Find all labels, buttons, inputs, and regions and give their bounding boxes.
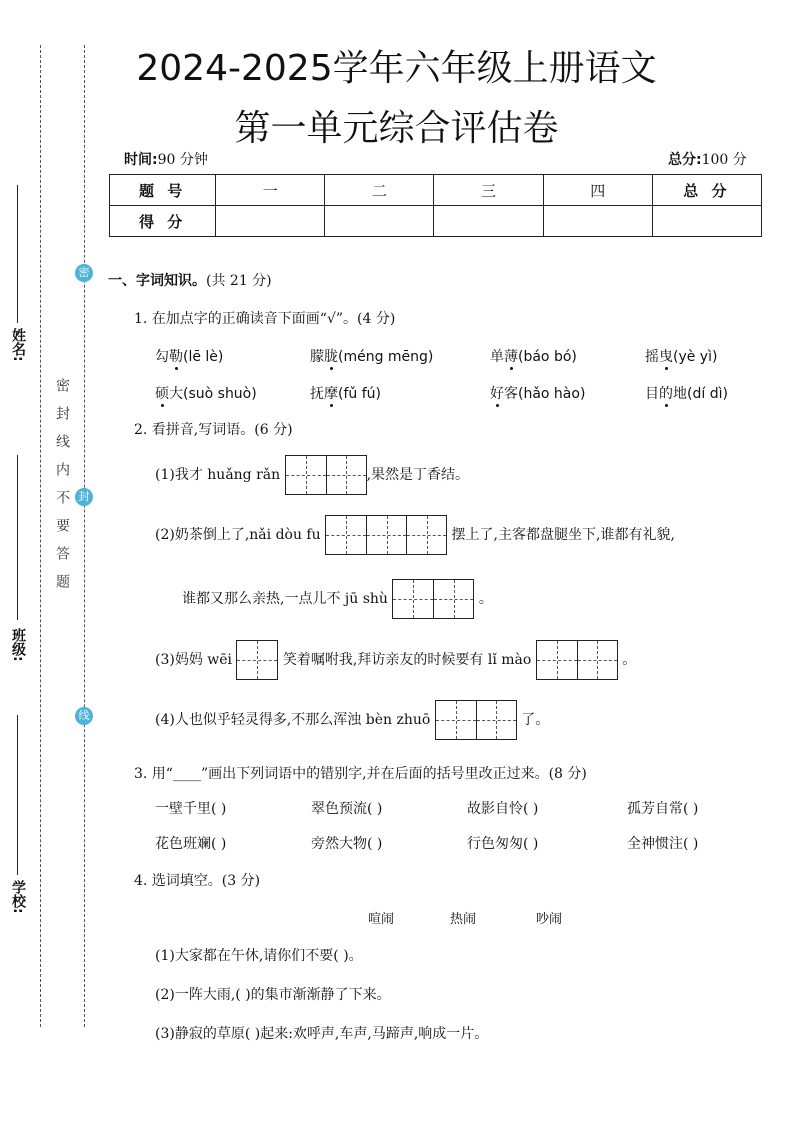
emphasized-char: 摩: [324, 386, 338, 402]
header-cell: 二: [325, 175, 434, 206]
badge-feng: 封: [75, 488, 93, 506]
q1-pinyin[interactable]: (yè yì): [673, 349, 718, 365]
seal-warning-text: 密封线内不要答题: [54, 378, 70, 602]
q1-pinyin[interactable]: (báo bó): [518, 349, 577, 365]
section-1-points: (共 21 分): [206, 273, 272, 289]
section-1-heading: [108, 270, 272, 290]
word-char: 单: [490, 349, 504, 365]
q1-item: [645, 346, 717, 366]
q2-part-1: [155, 455, 469, 495]
score-cell-total[interactable]: [652, 206, 761, 237]
time-label: 时间:: [124, 152, 158, 168]
q2-2b-tail: 。: [478, 591, 493, 607]
total-label: 总分:: [668, 152, 702, 168]
q2-2-tail: 摆上了,主客都盘腿坐下,谁都有礼貌,: [451, 527, 675, 543]
q1-item: [645, 383, 728, 403]
word-char: 抚: [310, 386, 324, 402]
q2-3-text: (3)妈妈 wēi: [155, 652, 233, 668]
q1-word: [155, 386, 183, 402]
q1-prompt: 1. 在加点字的正确读音下面画“√”。(4 分): [134, 311, 396, 327]
answer-grid-2-chars[interactable]: [536, 640, 618, 680]
q2-1-text: (1)我才 huǎng rǎn: [155, 467, 281, 483]
word-char: 地: [673, 386, 687, 402]
score-cell-3[interactable]: [434, 206, 543, 237]
q1-word: [310, 349, 338, 365]
q4-option: 喧闹: [368, 912, 395, 927]
emphasized-char: 好: [490, 386, 504, 402]
q1-pinyin[interactable]: (dí dì): [687, 386, 728, 402]
header-cell: 四: [543, 175, 652, 206]
score-row-label: 得 分: [110, 206, 216, 237]
q4-option: 吵闹: [536, 912, 563, 927]
q4-sentence-2[interactable]: (2)一阵大雨,( )的集市渐渐静了下来。: [155, 987, 391, 1003]
q3-prompt: 3. 用“____”画出下列词语中的错别字,并在后面的括号里改正过来。(8 分): [134, 766, 587, 782]
header-cell: 题 号: [110, 175, 216, 206]
school-underline: [17, 715, 18, 875]
q4-options: [368, 908, 562, 927]
q4-prompt: 4. 选词填空。(3 分): [134, 873, 261, 889]
q3-item[interactable]: 故影自怜( ): [467, 801, 539, 817]
q3-item[interactable]: 全神惯注( ): [627, 836, 699, 852]
emphasized-char: 胧: [324, 349, 338, 365]
name-underline: [17, 185, 18, 323]
q2-part-3: [155, 640, 636, 680]
word-char: 客: [504, 386, 518, 402]
q1-pinyin[interactable]: (suò shuò): [183, 386, 257, 402]
word-char: 勾: [155, 349, 169, 365]
answer-grid-2-chars[interactable]: [285, 455, 367, 495]
emphasized-char: 曳: [659, 349, 673, 365]
q2-prompt: 2. 看拼音,写词语。(6 分): [134, 422, 293, 438]
score-cell-2[interactable]: [325, 206, 434, 237]
score-table-header-row: [110, 175, 762, 206]
q2-part-4: [155, 700, 549, 740]
header-cell: 三: [434, 175, 543, 206]
section-1-title: 一、字词知识。: [108, 273, 206, 289]
score-cell-4[interactable]: [543, 206, 652, 237]
word-char: 大: [169, 386, 183, 402]
q1-row-1: [155, 346, 765, 366]
badge-mi: 密: [75, 264, 93, 282]
q2-part-2b: [182, 579, 493, 619]
q2-3-mid: 笑着嘱咐我,拜访亲友的时候要有 lǐ mào: [282, 652, 532, 668]
q2-2b-text: 谁都又那么亲热,一点儿不 jū shù: [182, 591, 388, 607]
answer-grid-2-chars[interactable]: [435, 700, 517, 740]
word-char: 目: [645, 386, 659, 402]
q1-item: [490, 346, 645, 366]
class-label: 班级:: [10, 628, 26, 662]
word-char: 摇: [645, 349, 659, 365]
word-char: 朦: [310, 349, 324, 365]
emphasized-char: 的: [659, 386, 673, 402]
emphasized-char: 勒: [169, 349, 183, 365]
q1-word: [490, 386, 518, 402]
q2-3-tail: 。: [622, 652, 637, 668]
q1-pinyin[interactable]: (fǔ fú): [338, 386, 381, 402]
q1-word: [310, 386, 338, 402]
q3-item[interactable]: 旁然大物( ): [311, 836, 383, 852]
score-table-score-row: [110, 206, 762, 237]
q1-word: [645, 386, 687, 402]
q2-part-2: [155, 515, 675, 555]
emphasized-char: 薄: [504, 349, 518, 365]
q1-item: [490, 383, 645, 403]
q2-4-text: (4)人也似乎轻灵得多,不那么浑浊 bèn zhuō: [155, 712, 431, 728]
q3-item[interactable]: 花色班斓( ): [155, 836, 227, 852]
q2-1-tail: ,果然是丁香结。: [366, 467, 470, 483]
q3-row-2: [155, 833, 698, 853]
q2-2-text: (2)奶茶倒上了,nǎi dòu fu: [155, 527, 321, 543]
answer-grid-2-chars[interactable]: [392, 579, 474, 619]
exam-time: [124, 149, 208, 169]
q1-item: [155, 383, 310, 403]
badge-xian: 线: [75, 707, 93, 725]
q1-pinyin[interactable]: (méng mēng): [338, 349, 434, 365]
q3-row-1: [155, 798, 698, 818]
q3-item[interactable]: 孤芳自常( ): [627, 801, 699, 817]
q1-word: [490, 349, 518, 365]
q1-pinyin[interactable]: (hǎo hào): [518, 386, 586, 402]
school-label: 学校:: [10, 880, 26, 914]
q3-item[interactable]: 一壁千里( ): [155, 801, 227, 817]
q1-word: [645, 349, 673, 365]
q1-word: [155, 349, 183, 365]
answer-grid-1-char[interactable]: [236, 640, 278, 680]
q3-item[interactable]: 翠色预流( ): [311, 801, 383, 817]
emphasized-char: 硕: [155, 386, 169, 402]
q1-pinyin[interactable]: (lē lè): [183, 349, 224, 365]
q4-sentence-3[interactable]: (3)静寂的草原( )起来:欢呼声,车声,马蹄声,响成一片。: [155, 1026, 489, 1042]
q1-item: [155, 346, 310, 366]
class-underline: [17, 455, 18, 620]
binding-dashed-line-outer: [40, 45, 41, 1027]
binding-dashed-line-inner: [84, 45, 85, 1027]
q1-item: [310, 383, 490, 403]
page-title-line2: 第一单元综合评估卷: [234, 108, 559, 149]
answer-grid-3-chars[interactable]: [325, 515, 447, 555]
total-value: 100 分: [701, 152, 747, 168]
q1-row-2: [155, 383, 765, 403]
header-cell: 一: [216, 175, 325, 206]
q2-4-tail: 了。: [521, 712, 550, 728]
q4-option: 热闹: [450, 912, 477, 927]
name-label: 姓名:: [10, 328, 26, 362]
q1-item: [310, 346, 490, 366]
q4-sentence-1[interactable]: (1)大家都在午休,请你们不要( )。: [155, 948, 363, 964]
exam-total-score: [668, 149, 747, 169]
score-cell-1[interactable]: [216, 206, 325, 237]
header-cell: 总 分: [652, 175, 761, 206]
time-value: 90 分钟: [157, 152, 208, 168]
score-table: [109, 174, 762, 237]
q3-item[interactable]: 行色匆匆( ): [467, 836, 539, 852]
page-title-line1: 2024-2025学年六年级上册语文: [136, 48, 657, 89]
